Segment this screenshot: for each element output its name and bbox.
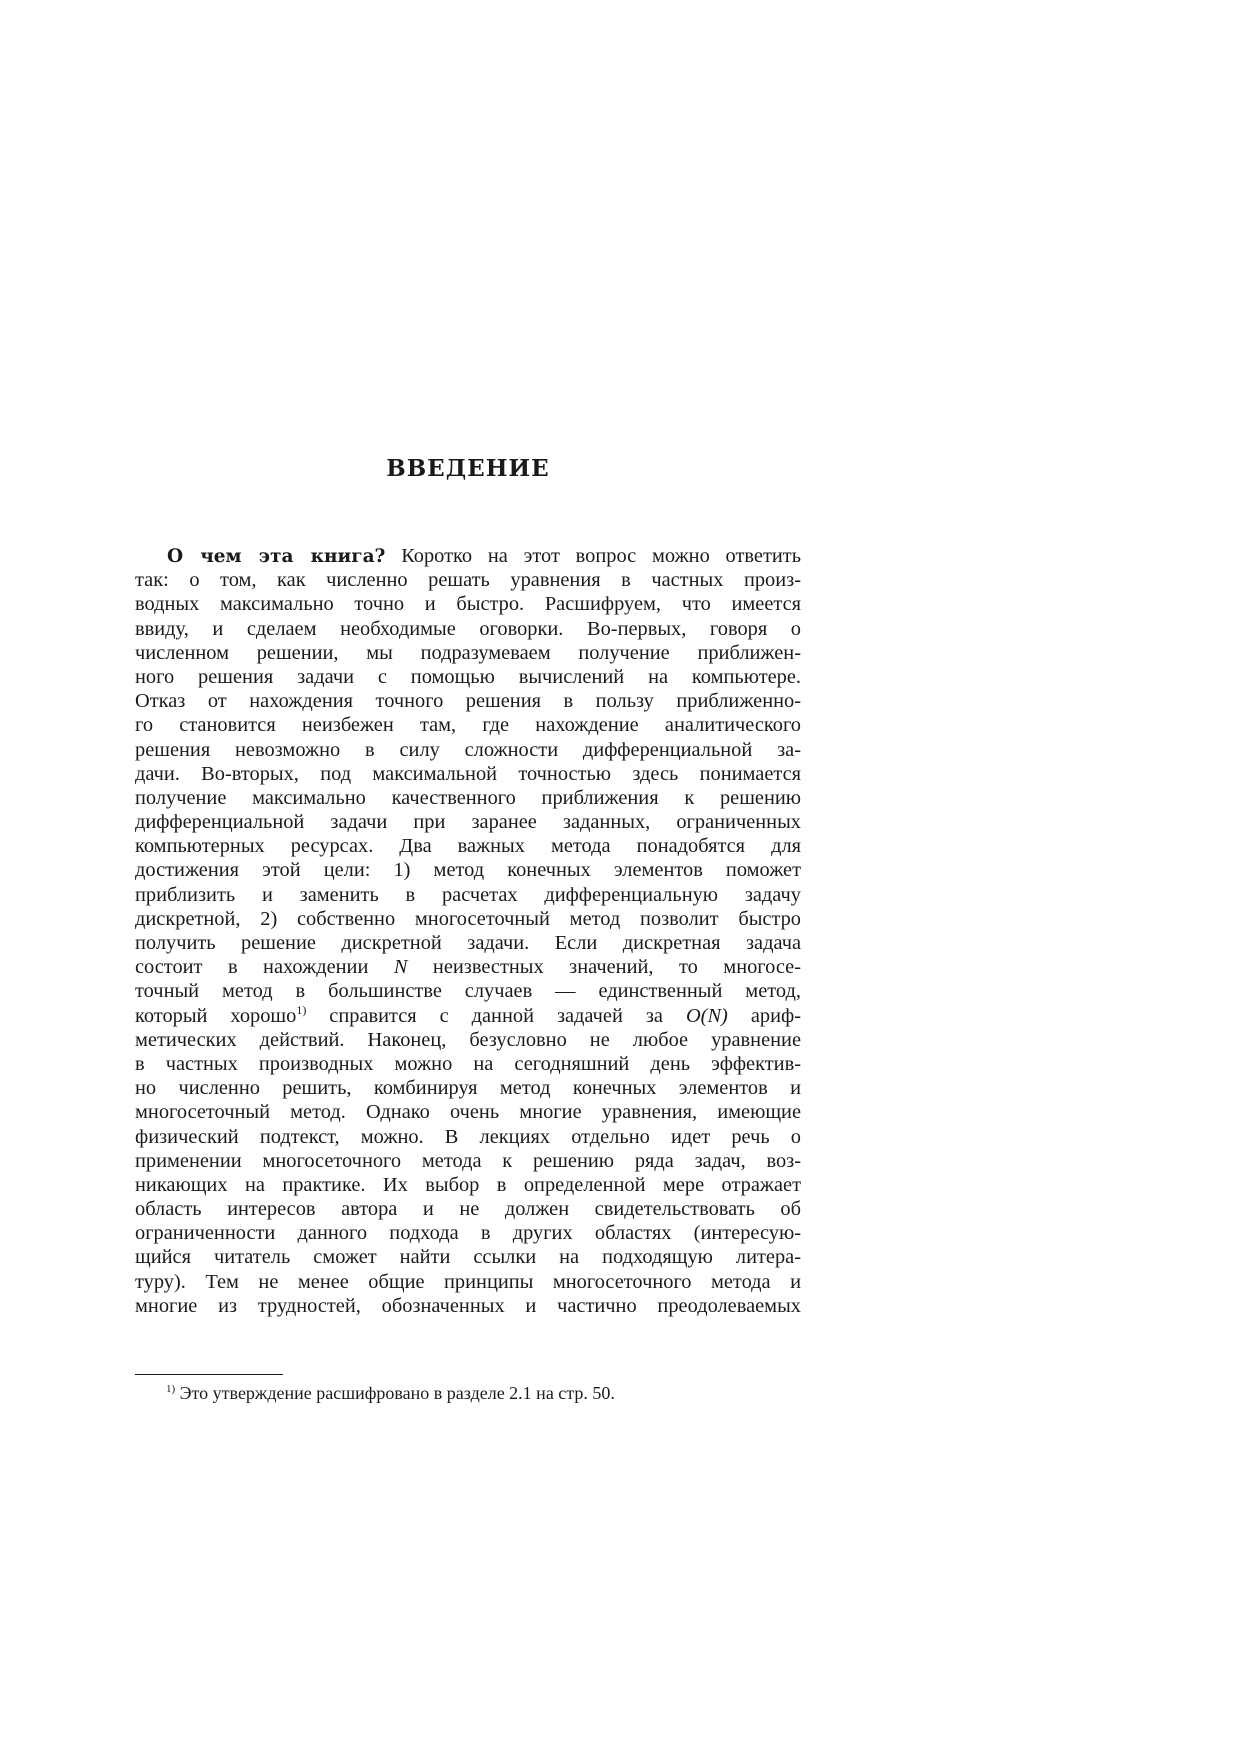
paragraph-line: решения невозможно в силу сложности дифференциальной за-	[135, 738, 801, 761]
paragraph-line	[135, 955, 801, 979]
paragraph-line: ограниченности данного подхода в других областях (интересую-	[135, 1222, 801, 1245]
paragraph-line: получить решение дискретной задачи. Если дискретная задача	[135, 932, 801, 954]
paragraph-line	[135, 1004, 801, 1028]
paragraph-line: достижения этой цели: 1) метод конечных элементов поможет	[135, 859, 801, 882]
paragraph-line: численном решении, мы подразумеваем получение приближен-	[135, 641, 801, 664]
paragraph-line: многосеточный метод. Однако очень многие уравнения, имеющие	[135, 1101, 801, 1124]
line-text: который хорошо	[135, 1004, 297, 1027]
chapter-title: ВВЕДЕНИЕ	[386, 455, 550, 482]
footnote	[166, 1382, 615, 1404]
paragraph-line: но численно решить, комбинируя метод конечных элементов и	[135, 1077, 801, 1100]
paragraph-line: получение максимально качественного приближения к решению	[135, 786, 801, 809]
paragraph-line: применении многосеточного метода к решению ряда задач, воз-	[135, 1149, 801, 1172]
footnote-divider	[135, 1374, 283, 1375]
paragraph-line: область интересов автора и не должен свидетельствовать об	[135, 1198, 801, 1221]
paragraph-line: точный метод в большинстве случаев — единственный метод,	[135, 980, 801, 1003]
paragraph-line: щийся читатель сможет найти ссылки на подходящую литера-	[135, 1246, 801, 1269]
paragraph-line: ного решения задачи с помощью вычислений на компьютере.	[135, 665, 801, 688]
paragraph-line: дачи. Во-вторых, под максимальной точностью здесь понимается	[135, 762, 801, 785]
footnote-reference[interactable]: 1)	[296, 1002, 307, 1017]
paragraph-line: Отказ от нахождения точного решения в пользу приближенно-	[135, 690, 801, 713]
paragraph-line: многие из трудностей, обозначенных и частично преодолеваемых	[135, 1294, 801, 1317]
paragraph-line: дифференциальной задачи при заранее заданных, ограниченных	[135, 811, 801, 834]
paragraph-line: приблизить и заменить в расчетах дифференциальную задачу	[135, 883, 801, 906]
paragraph-line: так: о том, как численно решать уравнения в частных произ-	[135, 569, 801, 592]
math-complexity: O(N)	[685, 1004, 728, 1027]
paragraph-line-text: Коротко на этот вопрос можно ответить	[385, 545, 801, 567]
paragraph-line: го становится неизбежен там, где нахождение аналитического	[135, 714, 801, 737]
paragraph-line: метических действий. Наконец, безусловно не любое уравнение	[135, 1028, 801, 1051]
paragraph-line	[135, 544, 801, 568]
paragraph-lead: О чем эта книга?	[167, 546, 386, 567]
paragraph-line: ввиду, и сделаем необходимые оговорки. Во-первых, говоря о	[135, 617, 801, 640]
paragraph-line: дискретной, 2) собственно многосеточный метод позволит быстро	[135, 907, 801, 930]
paragraph-line: в частных производных можно на сегодняшний день эффектив-	[135, 1052, 801, 1075]
paragraph-line: физический подтекст, можно. В лекциях отдельно идет речь о	[135, 1125, 801, 1148]
paragraph-line: туру). Тем не менее общие принципы многосеточного метода и	[135, 1270, 801, 1293]
math-variable-n: N	[393, 956, 408, 979]
paragraph-line: компьютерных ресурсах. Два важных метода понадобятся для	[135, 835, 801, 858]
footnote-text: Это утверждение расшифровано в разделе 2.1 на стр. 50.	[175, 1383, 615, 1403]
line-text: справится с данной задачей за	[306, 1004, 686, 1027]
paragraph-line: никающих на практике. Их выбор в определенной мере отражает	[135, 1173, 801, 1196]
paragraph-line: водных максимально точно и быстро. Расшифруем, что имеется	[135, 593, 801, 616]
line-text: неизвестных значений, то многосе-	[407, 956, 802, 979]
footnote-mark: 1)	[166, 1383, 176, 1395]
line-text: состоит в нахождении	[135, 956, 394, 979]
intro-paragraph	[135, 544, 801, 1318]
line-text: ариф-	[727, 1004, 801, 1027]
